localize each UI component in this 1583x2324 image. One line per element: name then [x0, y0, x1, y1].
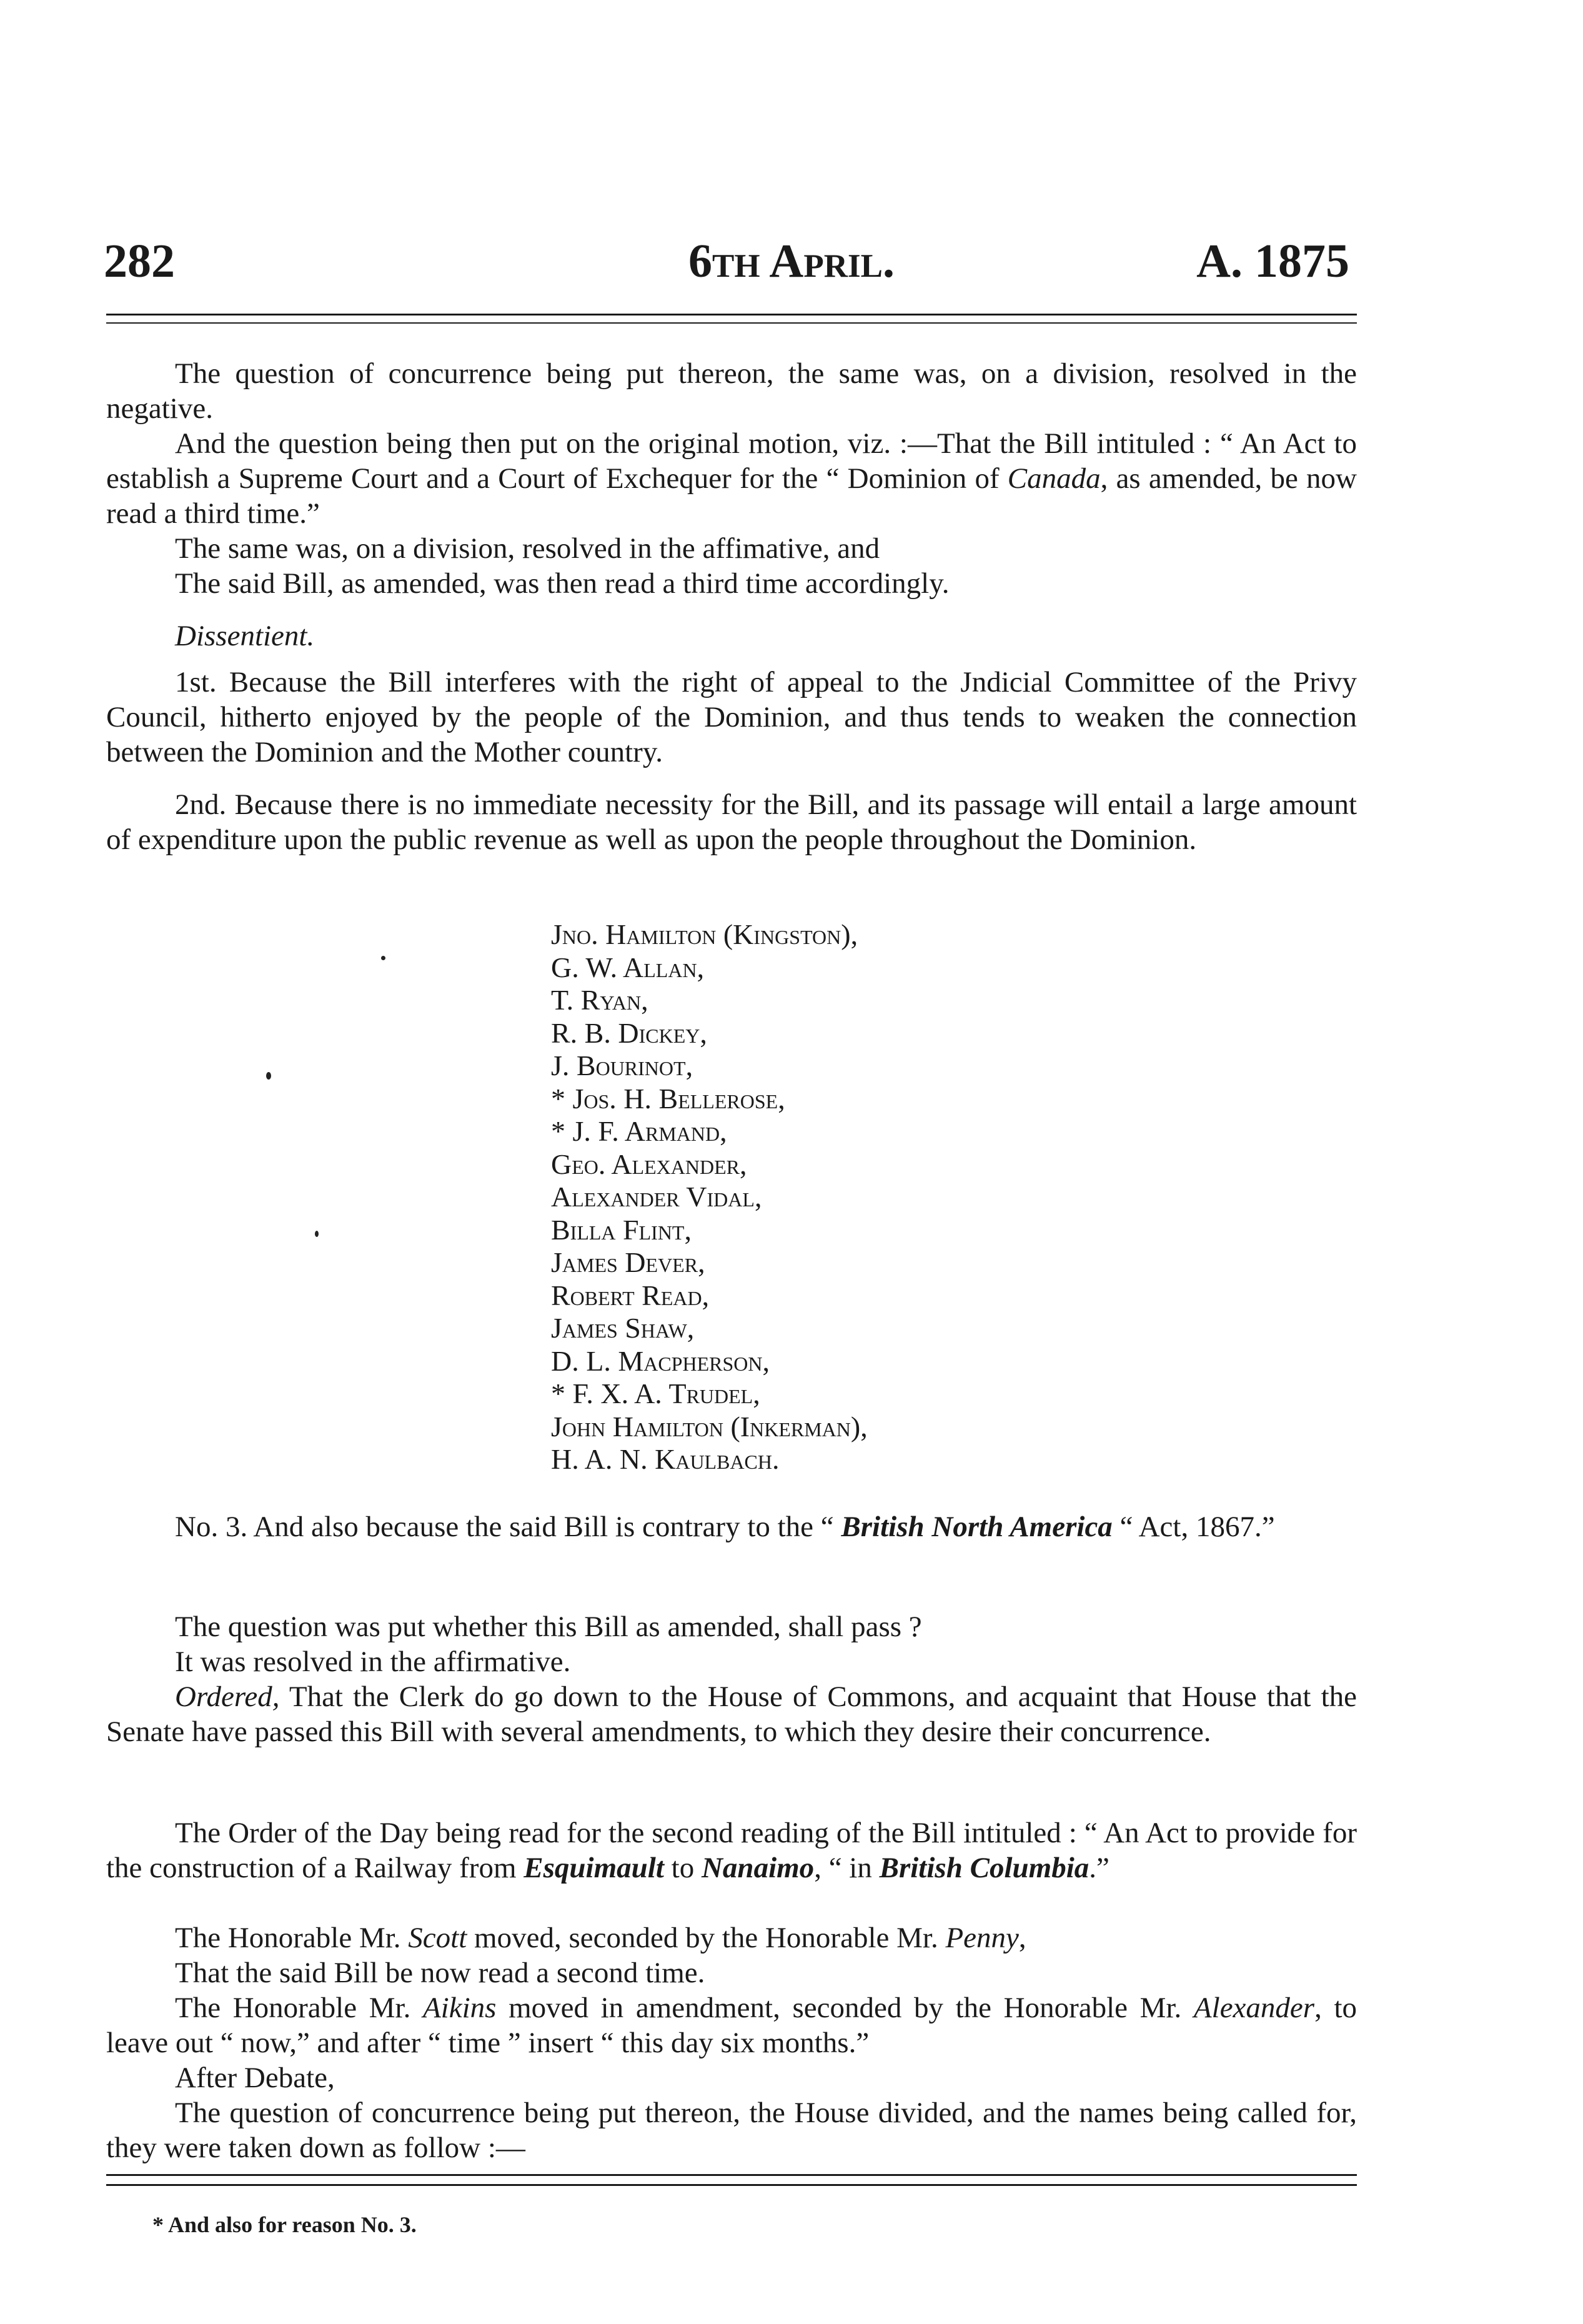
reason-third-text: No. 3. And also because the said Bill is contrary to the “	[175, 1511, 841, 1543]
british-columbia-italic: British Columbia	[879, 1852, 1089, 1884]
aikins-italic: Aikins	[422, 1992, 497, 2024]
reason-third-end: “ Act, 1867.”	[1112, 1511, 1275, 1543]
signatory: T. Ryan,	[551, 984, 648, 1016]
ordered-label: Ordered,	[175, 1681, 280, 1713]
signatory: D. L. Macpherson,	[551, 1344, 770, 1377]
aikins-text: The Honorable Mr.	[175, 1992, 423, 2024]
question-pass: The question was put whether this Bill as amended, shall pass ?	[175, 1611, 922, 1643]
aikins-seconded: moved in amendment, seconded by the Honorable Mr.	[496, 1992, 1194, 2024]
order-of-day-end: .”	[1089, 1852, 1109, 1884]
footnote: * And also for reason No. 3.	[152, 2212, 417, 2237]
nanaimo-italic: Nanaimo	[701, 1852, 815, 1884]
after-debate: After Debate,	[175, 2062, 335, 2094]
paragraph-third-reading: The said Bill, as amended, was then read a third time accordingly.	[175, 567, 950, 600]
division-paragraph: The question of concurrence being put thereon, the House divided, and the names being called for, they were taken down as follow :—	[106, 2097, 1357, 2164]
paragraph-original-motion	[106, 426, 1357, 531]
alexander-italic: Alexander	[1193, 1992, 1315, 2024]
esquimault-italic: Esquimault	[524, 1852, 664, 1884]
header-rule-top	[106, 314, 1357, 315]
print-speck	[381, 956, 385, 960]
signatories-list	[551, 918, 868, 1476]
signatory: R. B. Dickey,	[551, 1016, 707, 1049]
reason-second: 2nd. Because there is no immediate necessity for the Bill, and its passage will entail a large amount of expenditure upon the public revenue as well as upon the people throughout the Dominion.	[106, 788, 1357, 856]
page-date: 6th April.	[688, 235, 895, 287]
page-year: A. 1875	[1196, 235, 1349, 287]
print-speck	[315, 1231, 319, 1237]
paragraph-original-motion-text: And the question being then put on the original motion, viz. :—That the Bill intituled : “ An Act to establish a Supreme Court and a Court of Exchequer for the “ Dominion of	[106, 427, 1357, 495]
signatory: * Jos. H. Bellerose,	[551, 1082, 785, 1115]
aikins-amendment	[106, 1990, 1357, 2060]
scott-moved	[175, 1920, 1026, 1955]
footnote-rule-top	[106, 2174, 1357, 2176]
scott-moved-text: The Honorable Mr.	[175, 1922, 409, 1954]
scott-moved-end: ,	[1018, 1922, 1026, 1954]
signatory: Geo. Alexander,	[551, 1148, 747, 1180]
print-speck	[266, 1072, 271, 1080]
order-of-day-in: , “ in	[814, 1852, 880, 1884]
canada-italic: Canada	[1007, 462, 1101, 495]
resolved-affirmative: It was resolved in the affirmative.	[175, 1646, 571, 1678]
signatory: H. A. N. Kaulbach.	[551, 1443, 780, 1475]
scott-italic: Scott	[408, 1922, 467, 1954]
scott-moved-seconded: moved, seconded by the Honorable Mr.	[467, 1922, 946, 1954]
dissentient-heading: Dissentient.	[175, 620, 315, 652]
signatory: Robert Read,	[551, 1279, 710, 1311]
header-rule-bottom	[106, 322, 1357, 324]
signatory: John Hamilton (Inkerman),	[551, 1410, 868, 1443]
aikins-end: , to leave out “ now,” and after “ time ” insert “ this day six months.”	[106, 1992, 1357, 2059]
reason-third	[106, 1509, 1357, 1544]
signatory: J. Bourinot,	[551, 1050, 693, 1081]
order-of-day	[106, 1815, 1357, 1885]
signatory: Jno. Hamilton (Kingston),	[551, 918, 858, 950]
paragraph-division-affirmative: The same was, on a division, resolved in the affimative, and	[175, 532, 880, 565]
footnote-rule-bottom	[106, 2184, 1357, 2186]
signatory: Billa Flint,	[551, 1213, 692, 1246]
order-of-day-text: The Order of the Day being read for the second reading of the Bill intituled : “ An Act to provide for the construction of a Railway from	[106, 1817, 1357, 1884]
penny-italic: Penny	[945, 1922, 1019, 1954]
british-north-america-italic: British North America	[841, 1511, 1113, 1543]
ordered-paragraph	[106, 1679, 1357, 1749]
signatory: Alexander Vidal,	[551, 1181, 762, 1213]
paragraph-concurrence-negative: The question of concurrence being put thereon, the same was, on a division, resolved in the negative.	[106, 357, 1357, 425]
reason-first: 1st. Because the Bill interferes with the right of appeal to the Jndicial Committee of the Privy Council, hitherto enjoyed by the people of the Dominion, and thus tends to weaken the connection between the Dominion and the Mother country.	[106, 666, 1357, 768]
signatory: G. W. Allan,	[551, 951, 705, 983]
order-of-day-to: to	[663, 1852, 702, 1884]
paragraph-original-motion-end: , as amended, be now read a third time.”	[106, 462, 1357, 530]
signatory: James Dever,	[551, 1246, 705, 1278]
signatory: * J. F. Armand,	[551, 1115, 727, 1147]
page-number: 282	[104, 235, 175, 287]
signatory: James Shaw,	[551, 1312, 695, 1344]
ordered-text: That the Clerk do go down to the House of Commons, and acquaint that House that the Senate have passed this Bill with several amendments, to which they desire their concurrence.	[106, 1681, 1357, 1748]
signatory: * F. X. A. Trudel,	[551, 1378, 760, 1409]
second-time: That the said Bill be now read a second time.	[175, 1957, 705, 1989]
